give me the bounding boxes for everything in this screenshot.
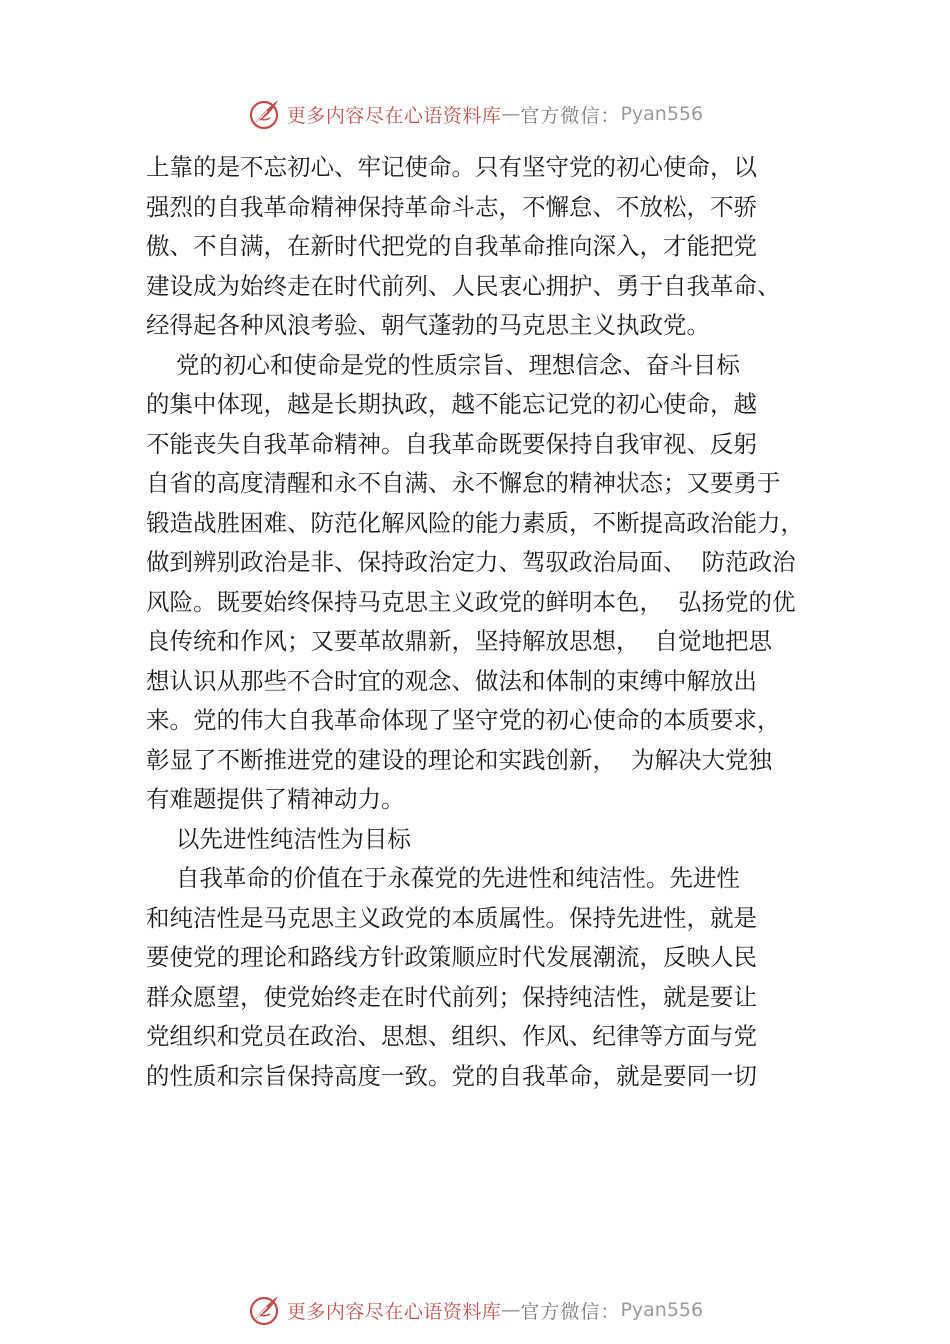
text-line: 要使党的理论和路线方针政策顺应时代发展潮流，反映人民 <box>146 943 757 971</box>
quill-logo-icon <box>247 96 283 132</box>
banner-separator: — <box>501 103 521 125</box>
text-line: 群众愿望，使党始终走在时代前列；保持纯洁性，就是要让 <box>146 982 757 1011</box>
text-line: 强烈的自我革命精神保持革命斗志，不懈怠、不放松，不骄 <box>146 192 757 221</box>
text-line: 锻造战胜困难、防范化解风险的能力素质，不断提高政治能力， <box>146 508 804 537</box>
quill-logo-icon <box>247 1292 283 1328</box>
footer-banner <box>0 1290 950 1330</box>
text-line: 来。党的伟大自我革命体现了坚守党的初心使命的本质要求， <box>146 706 781 734</box>
text-line: 党组织和党员在政治、思想、组织、作风、纪律等方面与党 <box>146 1022 757 1050</box>
banner-separator: — <box>501 1299 521 1321</box>
banner-title: 更多内容尽在心语资料库 <box>286 1300 502 1323</box>
banner-wechat-label: 官方微信： <box>520 1300 621 1323</box>
section-heading: 以先进性纯洁性为目标 <box>146 824 411 853</box>
text-line: 有难题提供了精神动力。 <box>146 785 405 813</box>
text-line: 党的初心和使命是党的性质宗旨、理想信念、奋斗目标 <box>146 350 740 379</box>
text-line: 风险。既要始终保持马克思主义政党的鲜明本色， 弘扬党的优 <box>146 587 796 616</box>
text-line: 自我革命的价值在于永葆党的先进性和纯洁性。先进性 <box>146 864 740 892</box>
banner-wechat-label: 官方微信： <box>520 104 621 127</box>
text-line: 想认识从那些不合时宜的观念、做法和体制的束缚中解放出 <box>146 666 757 695</box>
text-line: 和纯洁性是马克思主义政党的本质属性。保持先进性，就是 <box>146 903 757 932</box>
text-line: 彰显了不断推进党的建设的理论和实践创新， 为解决大党独 <box>146 745 772 774</box>
banner-title: 更多内容尽在心语资料库 <box>286 104 502 127</box>
text-line: 的性质和宗旨保持高度一致。党的自我革命，就是要同一切 <box>146 1061 757 1090</box>
text-line: 良传统和作风；又要革故鼎新，坚持解放思想， 自觉地把思 <box>146 627 772 655</box>
text-line: 不能丧失自我革命精神。自我革命既要保持自我审视、反躬 <box>146 429 757 458</box>
banner-wechat-id: Pyan556 <box>620 103 704 125</box>
text-line: 傲、不自满，在新时代把党的自我革命推向深入，才能把党 <box>146 232 757 260</box>
text-line: 上靠的是不忘初心、牢记使命。只有坚守党的初心使命，以 <box>146 153 757 181</box>
text-line: 经得起各种风浪考验、朝气蓬勃的马克思主义执政党。 <box>146 311 710 339</box>
text-line: 建设成为始终走在时代前列、人民衷心拥护、勇于自我革命、 <box>146 271 781 300</box>
header-banner <box>0 94 950 134</box>
document-body <box>146 148 836 1096</box>
text-line: 做到辨别政治是非、保持政治定力、驾驭政治局面、 防范政治 <box>146 548 796 576</box>
banner-wechat-id: Pyan556 <box>620 1299 704 1321</box>
text-line: 自省的高度清醒和永不自满、永不懈怠的精神状态；又要勇于 <box>146 469 781 497</box>
text-line: 的集中体现，越是长期执政，越不能忘记党的初心使命，越 <box>146 390 757 418</box>
